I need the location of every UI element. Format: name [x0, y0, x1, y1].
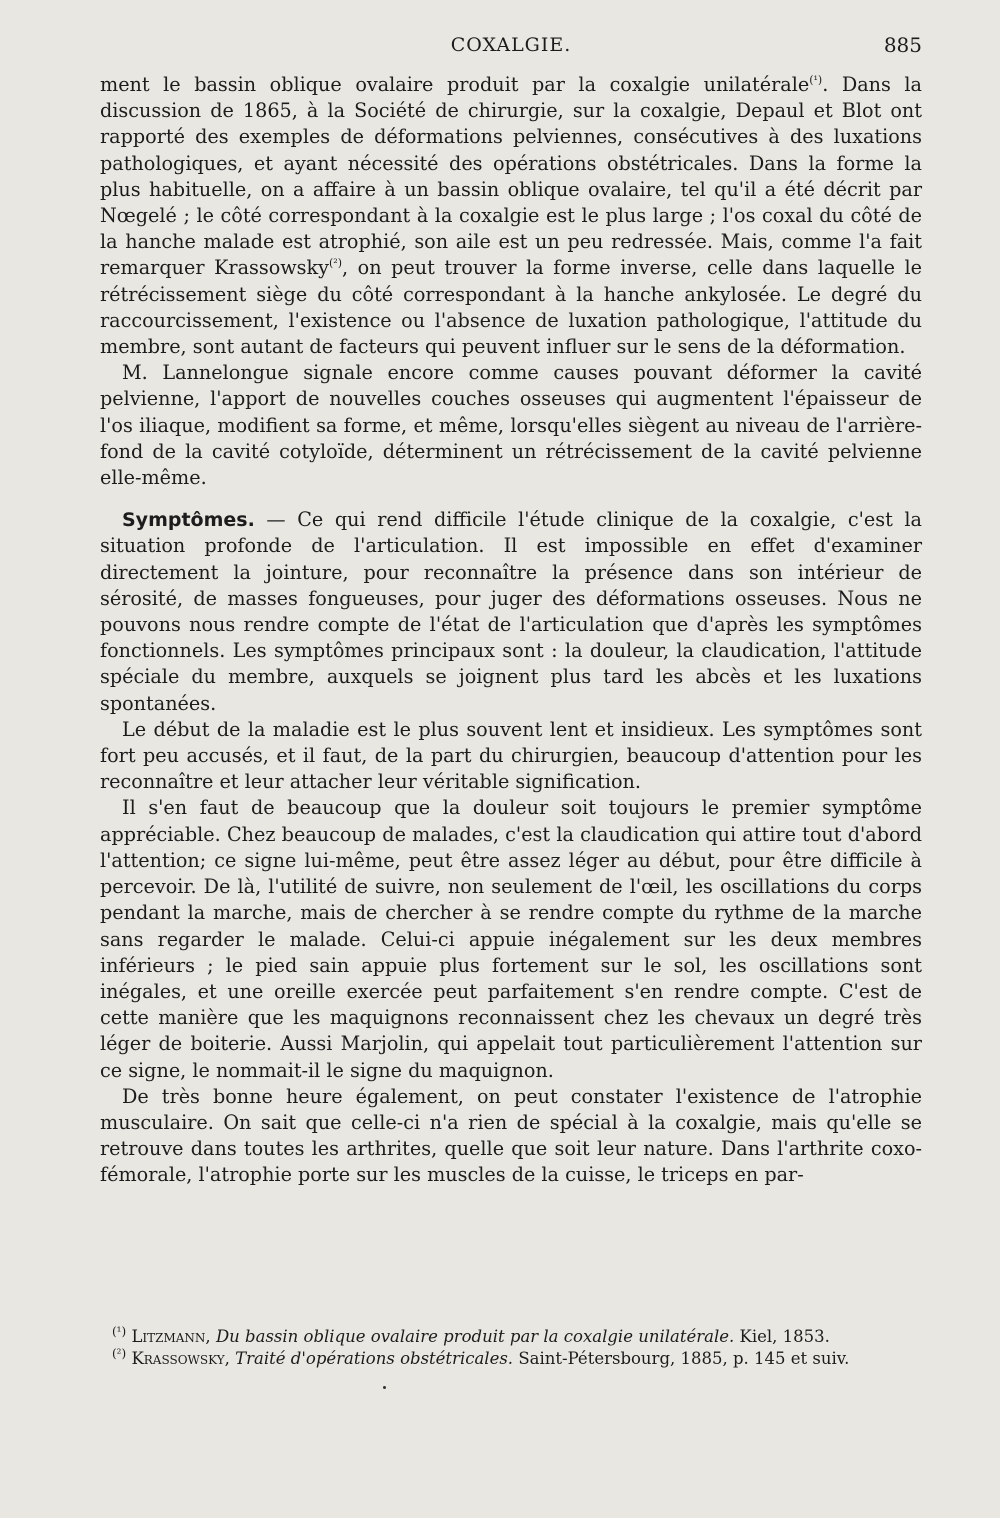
footnote-title: Du bassin oblique ovalaire produit par la coxalgie unilatérale.: [215, 1327, 735, 1346]
running-title: COXALGIE.: [450, 34, 572, 56]
footnote-mark: (²): [112, 1346, 127, 1361]
paragraph-text: — Ce qui rend difficile l'étude clinique de la coxalgie, c'est la situation profonde de l'articulation. Il est impossible en effet d'examiner directement la jointure, pour reconnaître la présence dans son intérieur de sérosité, de masses fongueuses, pour juger des déformations osseuses. Nous ne pouvons nous rendre compte de l'état de l'articulation que d'après les symptômes fonctionnels. Les symptômes principaux sont : la douleur, la claudication, l'attitude spéciale du membre, auxquels se joignent plus tard les abcès et les luxations spontanées.: [100, 508, 922, 715]
footnote-title: Traité d'opérations obstétricales.: [235, 1349, 514, 1368]
footnote-author: Litzmann,: [131, 1327, 211, 1346]
footnote-rest: Kiel, 1853.: [739, 1327, 830, 1346]
footnote-rest: Saint-Pétersbourg, 1885, p. 145 et suiv.: [518, 1349, 850, 1368]
section-paragraph: [100, 507, 922, 717]
footnote-ref: (²): [329, 257, 342, 271]
paragraph: [100, 72, 922, 360]
paragraph: [100, 1084, 922, 1189]
page-number: 885: [883, 33, 922, 57]
footnote-ref: (¹): [809, 73, 823, 87]
paragraph-text: Le début de la maladie est le plus souvent lent et insidieux. Les symptômes sont fort peu accusés, et il faut, de la part du chirurgien, beaucoup d'attention pour les reconnaître et leur attacher leur véritable signification.: [100, 717, 922, 794]
paragraph: [100, 717, 922, 796]
section-heading: Symptômes.: [122, 509, 255, 532]
print-speck: [383, 1386, 386, 1389]
paragraph-text: Il s'en faut de beaucoup que la douleur soit toujours le premier symptôme appréciable. Chez beaucoup de malades, c'est la claudication qui attire tout d'abord l'attention; ce signe lui-même, peut être assez léger au début, pour être difficile à percevoir. De là, l'utilité de suivre, non seulement de l'œil, les oscillations du corps pendant la marche, mais de chercher à se rendre compte du rythme de la marche sans regarder le malade. Celui-ci appuie inégalement sur les deux membres inférieurs ; le pied sain appuie plus fortement sur le sol, les oscillations sont inégales, et une oreille exercée peut parfaitement s'en rendre compte. C'est de cette manière que les maquignons reconnaissent chez les chevaux un degré très léger de boiterie. Aussi Marjolin, qui appelait tout particulièrement l'attention sur ce signe, le nommait-il le signe du maquignon.: [100, 796, 922, 1082]
main-text: [100, 72, 922, 1189]
paragraph-text: . Dans la discussion de 1865, à la Société de chirurgie, sur la coxalgie, Depaul et Blot ont rapporté des exemples de déformations pelviennes, consécutives à des luxations pathologiques, et ayant nécessité des opérations obstétricales. Dans la forme la plus habituelle, on a affaire à un bassin oblique ovalaire, tel qu'il a été décrit par Nœgelé ; le côté correspondant à la coxalgie est le plus large ; l'os coxal du côté de la hanche malade est atrophié, son aile est un peu redressée. Mais, comme l'a fait remarquer Krassowsky: [100, 73, 922, 280]
paragraph: [100, 360, 922, 491]
paragraph-text: ment le bassin oblique ovalaire produit par la coxalgie unilatérale: [100, 73, 810, 96]
paragraph-text: M. Lannelongue signale encore comme causes pouvant déformer la cavité pelvienne, l'apport de nouvelles couches osseuses qui augmentent l'épaisseur de l'os iliaque, modifient sa forme, et même, lorsqu'elles siègent au niveau de l'arrière-fond de la cavité cotyloïde, déterminent un rétrécissement de la cavité pelvienne elle-même.: [100, 361, 922, 490]
footnote-author: Krassowsky,: [131, 1349, 230, 1368]
footnotes: [112, 1326, 922, 1370]
footnote-mark: (¹): [112, 1324, 127, 1339]
running-header: [100, 30, 922, 70]
paragraph-text: De très bonne heure également, on peut constater l'existence de l'atrophie musculaire. On sait que celle-ci n'a rien de spécial à la coxalgie, mais qu'elle se retrouve dans toutes les arthrites, quelle que soit leur nature. Dans l'arthrite coxo-fémorale, l'atrophie porte sur les muscles de la cuisse, le triceps en par-: [100, 1084, 922, 1187]
footnote: [112, 1326, 922, 1348]
footnote: [112, 1348, 922, 1370]
paragraph-text: , on peut trouver la forme inverse, celle dans laquelle le rétrécissement siège du côté correspondant à la hanche ankylosée. Le degré du raccourcissement, l'existence ou l'absence de luxation pathologique, l'attitude du membre, sont autant de facteurs qui peuvent influer sur le sens de la déformation.: [100, 256, 922, 359]
paragraph: [100, 795, 922, 1083]
